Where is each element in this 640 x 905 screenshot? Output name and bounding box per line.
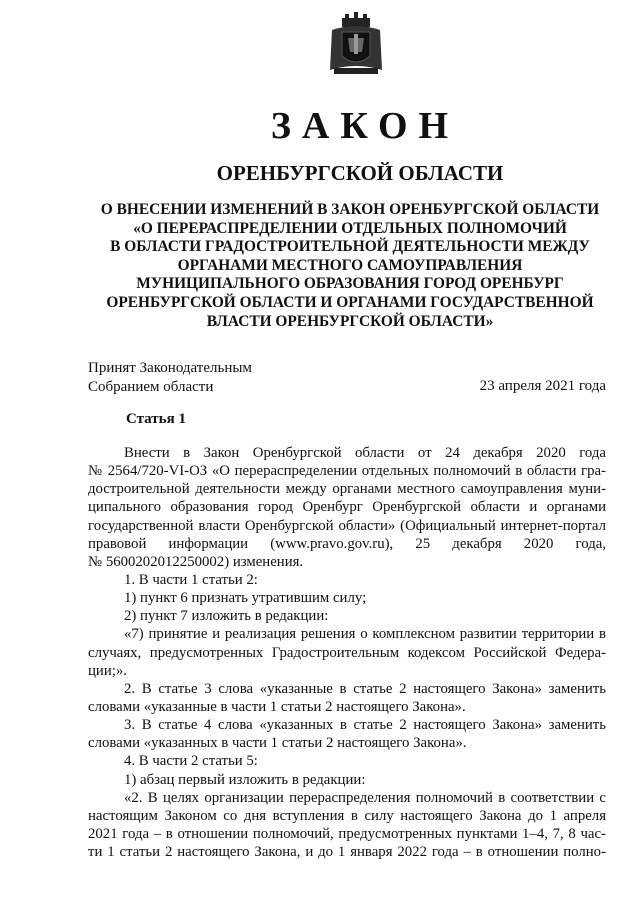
text-line: Внести в Закон Оренбургской области от 24 декабря 2020 года — [124, 445, 606, 461]
adoption-statement — [88, 359, 252, 396]
text-line: 2) пункт 7 изложить в редакции: — [124, 608, 329, 625]
article-title: Статья 1 — [126, 411, 186, 427]
text-line: государственной власти Оренбургской области» (Официальный интернет-портал — [88, 517, 606, 534]
text-line: «2. В целях организации перераспределения полномочий в соответствии с — [124, 789, 606, 806]
law-subject — [95, 201, 605, 331]
law-region: ОРЕНБУРГСКОЙ ОБЛАСТИ — [216, 161, 504, 185]
text-line: 1) абзац первый изложить в редакции: — [124, 771, 366, 788]
subject-line: ВЛАСТИ ОРЕНБУРГСКОЙ ОБЛАСТИ» — [206, 312, 494, 330]
text-line: ти 1 статьи 2 настоящего Закона, и до 1 января 2022 года – в отношении полно- — [88, 844, 606, 861]
subject-line: ОРГАНАМИ МЕСТНОГО САМОУПРАВЛЕНИЯ — [177, 256, 523, 274]
text-line: 3. В статье 4 слова «указанных в статье 2 настоящего Закона» заменить — [124, 717, 606, 734]
text-line: 2. В статье 3 слова «указанные в статье 2 настоящего Закона» заменить — [124, 680, 606, 697]
subject-line: О ВНЕСЕНИИ ИЗМЕНЕНИЙ В ЗАКОН ОРЕНБУРГСКОЙ ОБЛАСТИ — [100, 201, 600, 218]
text-line: № 2564/720-VI-ОЗ «О перераспределении отдельных полномочий в области гра- — [88, 463, 606, 480]
text-line: № 5600202012250002) изменения. — [88, 553, 304, 570]
coat-of-arms-icon — [328, 12, 384, 78]
subject-line: МУНИЦИПАЛЬНОГО ОБРАЗОВАНИЯ ГОРОД ОРЕНБУРГ — [136, 275, 564, 293]
adoption-line: Принят Законодательным — [88, 360, 252, 376]
text-line: достроительной деятельности между органами местного самоуправления муни- — [88, 481, 606, 498]
text-line: «7) принятие и реализация решения о комплексном развитии территории в — [124, 626, 606, 643]
adoption-line: Собранием области — [88, 378, 214, 395]
text-line: 1) пункт 6 признать утратившим силу; — [124, 590, 367, 607]
text-line: правовой информации (www.pravo.gov.ru), 25 декабря 2020 года, — [88, 535, 606, 552]
subject-line: ОРЕНБУРГСКОЙ ОБЛАСТИ И ОРГАНАМИ ГОСУДАРСТВЕННОЙ — [106, 293, 594, 311]
text-line: настоящим Законом со дня вступления в силу настоящего Закона до 1 апреля — [88, 807, 606, 824]
text-line: случаях, предусмотренных Градостроительным кодексом Российской Федера- — [88, 644, 606, 661]
text-line: 1. В части 1 статьи 2: — [124, 571, 258, 588]
subject-line: В ОБЛАСТИ ГРАДОСТРОИТЕЛЬНОЙ ДЕЯТЕЛЬНОСТИ МЕЖДУ — [110, 238, 590, 256]
article-body — [88, 444, 606, 861]
law-title: ЗАКОН — [270, 105, 460, 147]
text-line: словами «указанные в части 1 статьи 2 настоящего Закона». — [88, 698, 466, 715]
text-line: словами «указанных в части 1 статьи 2 настоящего Закона». — [88, 735, 467, 752]
text-line: 4. В части 2 статьи 5: — [124, 753, 258, 770]
text-line: 2021 года – в отношении полномочий, предусмотренных пунктами 1–4, 7, 8 час- — [88, 825, 606, 842]
adoption-date: 23 апреля 2021 года — [479, 378, 606, 394]
text-line: ципального образования город Оренбург Оренбургской области и органами — [88, 499, 606, 516]
text-line: ции;». — [88, 662, 127, 679]
subject-line: «О ПЕРЕРАСПРЕДЕЛЕНИИ ОТДЕЛЬНЫХ ПОЛНОМОЧИЙ — [133, 219, 567, 237]
